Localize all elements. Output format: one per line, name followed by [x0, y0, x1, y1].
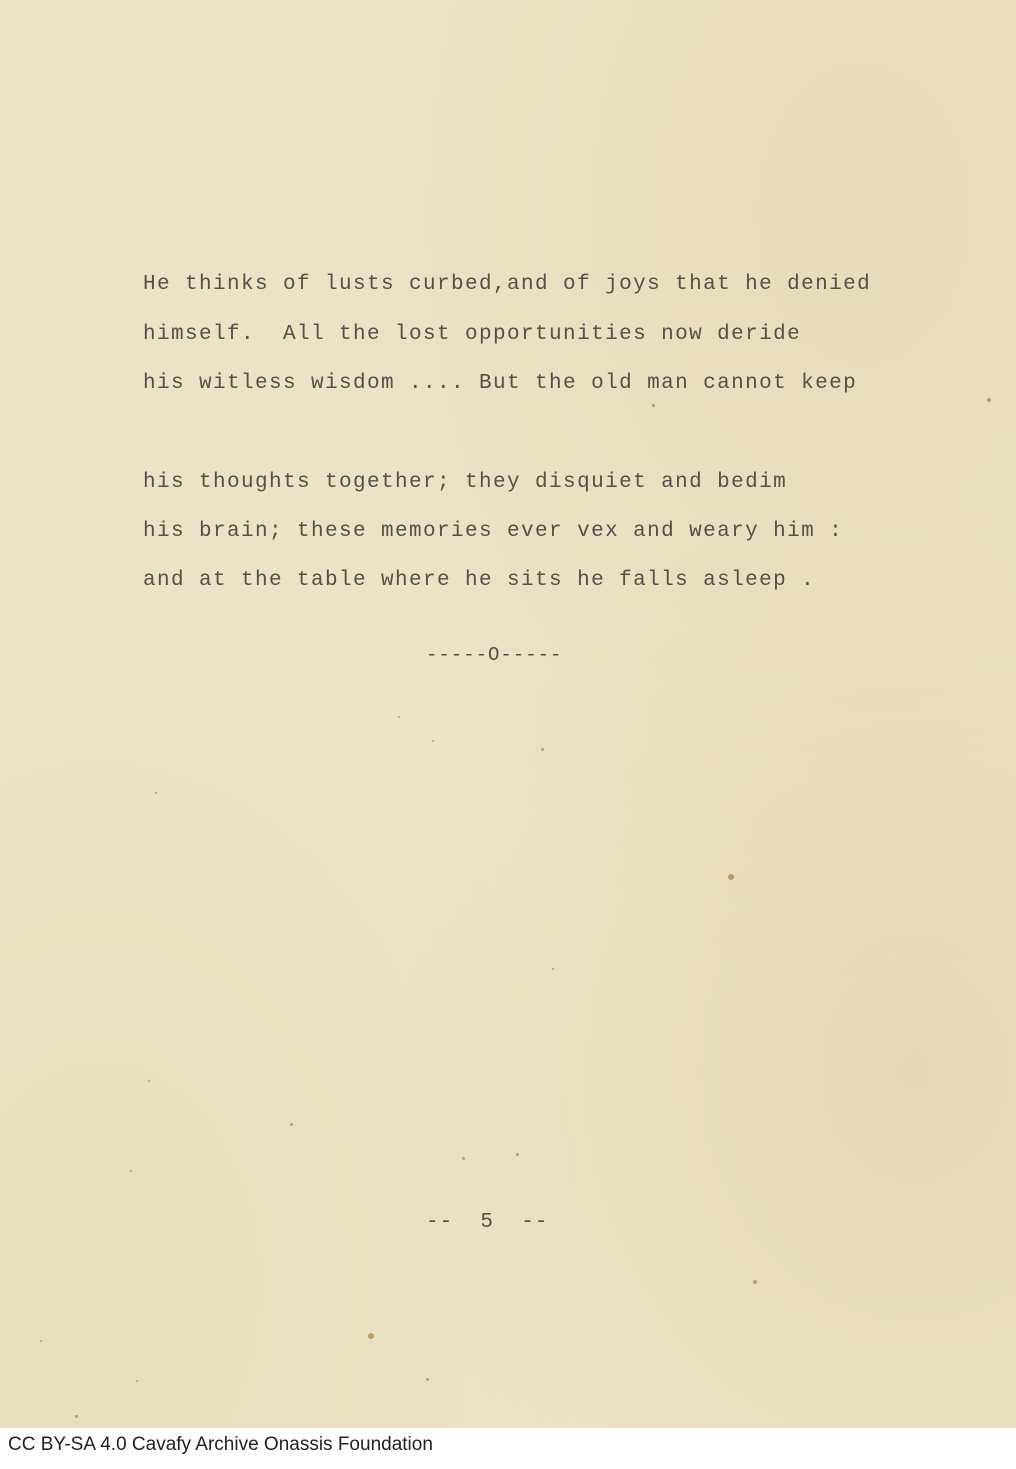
poem-line: and at the table where he sits he falls asleep .: [143, 569, 816, 592]
paper-speck: [155, 792, 157, 794]
paper-speck: [987, 398, 991, 402]
poem-line: his witless wisdom .... But the old man cannot keep: [143, 372, 858, 395]
paper-speck: [148, 1080, 150, 1082]
paper-speck: [136, 1380, 138, 1382]
poem-line: his thoughts together; they disquiet and bedim: [143, 471, 788, 494]
paper-speck: [130, 1170, 132, 1172]
paper-speck: [652, 404, 655, 407]
page-number: -- 5 --: [426, 1211, 549, 1234]
license-credit: CC BY-SA 4.0 Cavafy Archive Onassis Foundation: [8, 1434, 433, 1455]
section-separator: -----O-----: [426, 644, 563, 666]
paper-speck: [368, 1333, 374, 1339]
paper-speck: [290, 1123, 293, 1126]
paper-speck: [552, 968, 554, 970]
paper-speck: [728, 874, 734, 880]
paper-speck: [462, 1157, 465, 1160]
paper-speck: [40, 1340, 42, 1342]
paper-speck: [753, 1280, 757, 1284]
paper-speck: [516, 1153, 519, 1156]
paper-speck: [541, 748, 544, 751]
poem-line: his brain; these memories ever vex and weary him :: [143, 520, 844, 543]
paper-speck: [398, 716, 400, 718]
paper-speck: [75, 1415, 78, 1418]
paper-speck: [432, 740, 434, 742]
paper-speck: [426, 1378, 429, 1381]
poem-line: himself. All the lost opportunities now deride: [143, 323, 802, 346]
poem-line: He thinks of lusts curbed,and of joys that he denied: [143, 273, 872, 296]
